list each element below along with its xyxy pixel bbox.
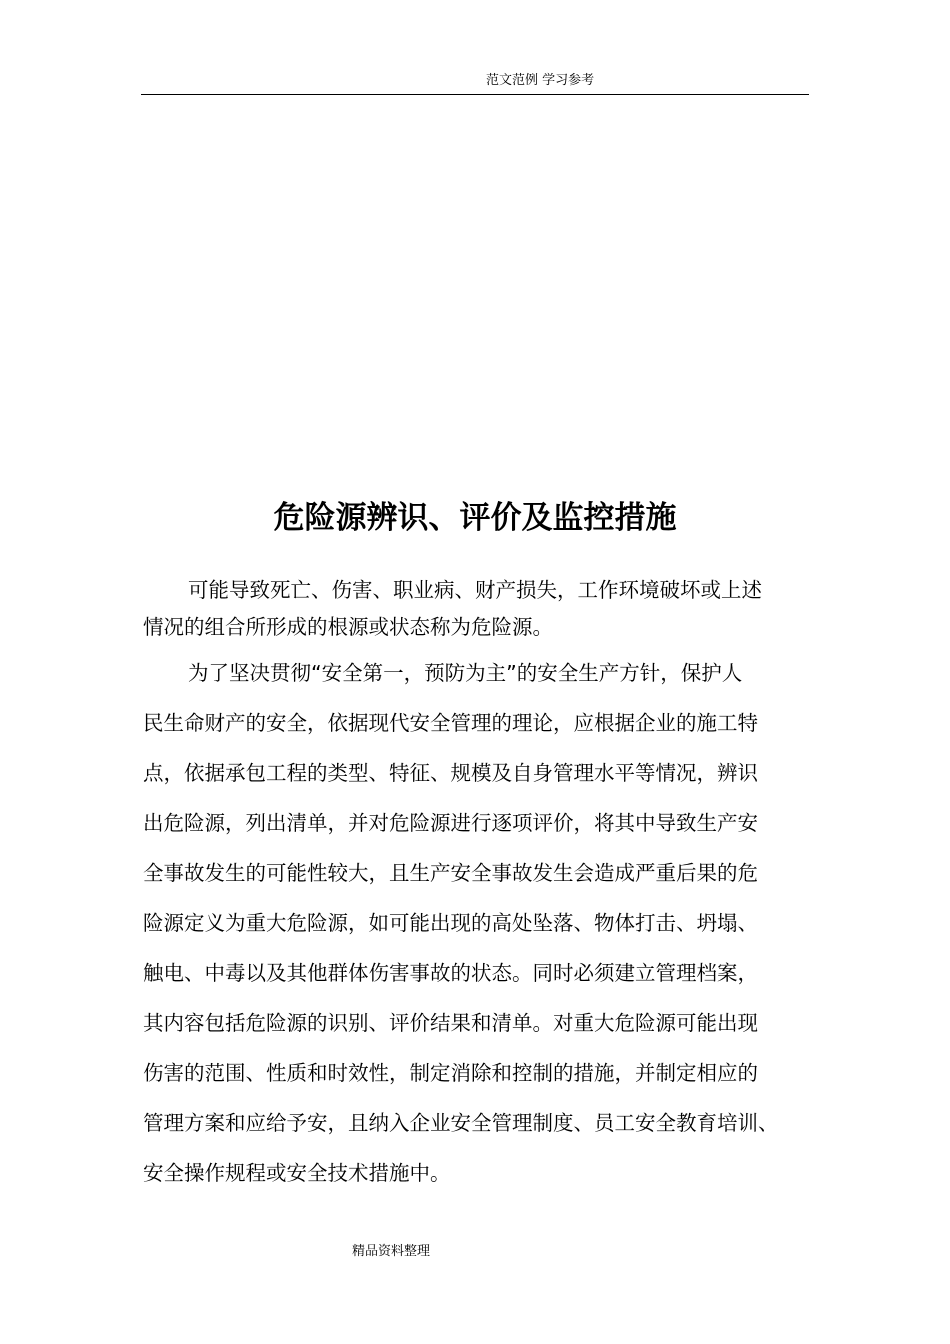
paragraph-1 <box>143 572 813 646</box>
paragraph-line: 管理方案和应给予安，且纳入企业安全管理制度、员工安全教育培训、 <box>143 1111 779 1135</box>
paragraph-2 <box>143 648 813 1198</box>
paragraph-line: 安全操作规程或安全技术措施中。 <box>143 1161 451 1185</box>
paragraph-line: 其内容包括危险源的识别、评价结果和清单。对重大危险源可能出现 <box>143 1011 758 1035</box>
page-footer: 精品资料整理 <box>352 1244 431 1259</box>
paragraph-line: 民生命财产的安全，依据现代安全管理的理论，应根据企业的施工特 <box>143 711 758 735</box>
paragraph-line: 全事故发生的可能性较大，且生产安全事故发生会造成严重后果的危 <box>143 861 758 885</box>
paragraph-line: 触电、中毒以及其他群体伤害事故的状态。同时必须建立管理档案， <box>143 961 758 985</box>
header-text: 范文范例 学习参考 <box>486 73 595 88</box>
paragraph-line: 险源定义为重大危险源，如可能出现的高处坠落、物体打击、坍塌、 <box>143 911 758 935</box>
paragraph-line: 点，依据承包工程的类型、特征、规模及自身管理水平等情况，辨识 <box>143 761 758 785</box>
paragraph-line: 可能导致死亡、伤害、职业病、财产损失，工作环境破坏或上述 <box>188 578 762 602</box>
page-header <box>141 70 809 95</box>
paragraph-line: 出危险源，列出清单，并对危险源进行逐项评价，将其中导致生产安 <box>143 811 758 835</box>
paragraph-line: 伤害的范围、性质和时效性，制定消除和控制的措施，并制定相应的 <box>143 1061 758 1085</box>
paragraph-line: 为了坚决贯彻“安全第一，预防为主”的安全生产方针，保护人 <box>188 661 743 685</box>
document-title: 危险源辨识、评价及监控措施 <box>273 500 677 536</box>
paragraph-line: 情况的组合所形成的根源或状态称为危险源。 <box>143 615 553 639</box>
